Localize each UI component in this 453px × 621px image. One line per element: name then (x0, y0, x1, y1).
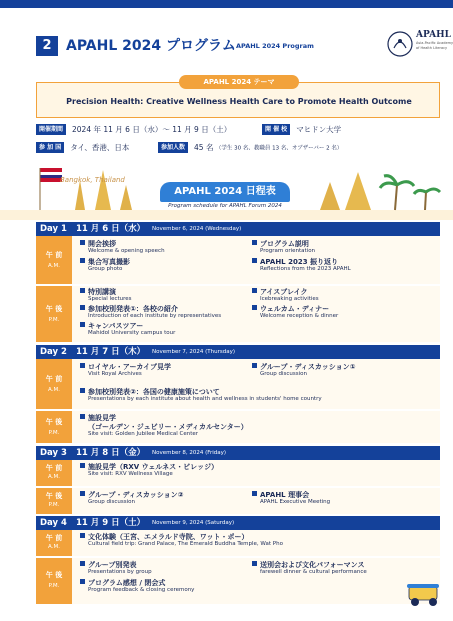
list-item: 集合写真撮影 Group photo (80, 258, 130, 273)
countries-label: 参 加 国 (36, 142, 64, 153)
slot-label-jp: 午 後 (45, 305, 63, 313)
top-bar (0, 0, 453, 8)
day-date-jp: 11 月 6 日（水） (76, 224, 146, 234)
list-item: ロイヤル・アーカイブ見学 Visit Royal Archives (80, 363, 171, 378)
period-label: 開催期間 (36, 124, 66, 135)
apahl-logo (386, 28, 453, 64)
page-header (36, 30, 453, 58)
theme-tag: APAHL 2024 テーマ (179, 75, 299, 89)
day-date-jp: 11 月 7 日（木） (76, 347, 146, 357)
list-item: （ゴールデン・ジュビリー・メディカルセンター） Site visit: Golden Jubilee Medical Center (88, 423, 248, 437)
day-4-pm-slot (36, 558, 72, 604)
slot-label-jp: 午 後 (45, 418, 63, 426)
day-date-jp: 11 月 8 日（金） (76, 448, 146, 458)
section-number: 2 (36, 36, 58, 56)
day-2-bar (36, 345, 440, 359)
host-value: マヒドン大学 (296, 125, 342, 134)
day-2-pm-slot (36, 411, 72, 443)
participants-label: 参加人数 (158, 142, 188, 153)
list-item: アイスブレイク Icebreaking activities (252, 288, 319, 303)
list-item: 施設見学 (80, 414, 116, 422)
day-number: Day 4 (40, 518, 67, 528)
list-item: APAHL 2023 振り返り Reflections from the 2023 APAHL (252, 258, 351, 273)
info-participants (158, 142, 442, 156)
bangkok-label: Bangkok, Thailand (60, 176, 125, 184)
day-number: Day 2 (40, 347, 67, 357)
slot-label-en: P.M. (48, 430, 60, 436)
day-date-jp: 11 月 9 日（土） (76, 518, 146, 528)
slot-label-jp: 午 前 (45, 534, 63, 542)
host-label: 開 催 校 (262, 124, 290, 135)
info-countries (36, 142, 156, 156)
day-2-am-slot (36, 359, 72, 409)
info-host (262, 124, 442, 138)
day-4-am-slot (36, 530, 72, 556)
slot-label-jp: 午 前 (45, 251, 63, 259)
slot-label-jp: 午 前 (45, 464, 63, 472)
day-date-en: November 7, 2024 (Thursday) (152, 349, 235, 355)
page-title: APAHL 2024 プログラム (66, 38, 236, 54)
list-item: 参加校別発表②：各国の健康施策について Presentations by each institute about health and wellness in students' home country (80, 388, 322, 403)
list-item: APAHL 理事会 APAHL Executive Meeting (252, 491, 330, 506)
slot-label-jp: 午 前 (45, 375, 63, 383)
slot-label-en: A.M. (48, 474, 60, 480)
list-item: 施設見学（RXV ウェルネス・ビレッジ） Site visit: RXV Wellness Village (80, 463, 218, 478)
day-1-am-slot (36, 236, 72, 284)
period-value: 2024 年 11 月 6 日（水）～ 11 月 9 日（土） (72, 125, 232, 134)
day-date-en: November 8, 2024 (Friday) (152, 450, 227, 456)
tuk-tuk-icon (405, 580, 443, 610)
info-period (36, 124, 236, 138)
day-3-am-slot (36, 460, 72, 486)
logo-emblem-icon (386, 30, 414, 58)
day-date-en: November 6, 2024 (Wednesday) (152, 226, 242, 232)
day-4-bar (36, 516, 440, 530)
participants-value: 45 名 (194, 143, 214, 152)
list-item: 参加校別発表①：各校の紹介 Introduction of each institute by representatives (80, 305, 221, 320)
slot-label-en: A.M. (48, 387, 60, 393)
list-item: グループ・ディスカッション② Group discussion (80, 491, 184, 506)
day-3-bar (36, 446, 440, 460)
slot-label-en: P.M. (48, 583, 60, 589)
slot-label-jp: 午 後 (45, 571, 63, 579)
logo-subtext: Asia-Pacific Academy of Health Literacy (416, 41, 453, 50)
theme-text: Precision Health: Creative Wellness Health Care to Promote Health Outcome (66, 97, 412, 106)
day-1-bar (36, 222, 440, 236)
theme-box (36, 78, 440, 118)
list-item: 特別講演 Special lectures (80, 288, 132, 303)
list-item: ウェルカム・ディナー Welcome reception & dinner (252, 305, 338, 320)
list-item: グループ・ディスカッション① Group discussion (252, 363, 356, 378)
slot-label-jp: 午 後 (45, 492, 63, 500)
participants-detail: （学生 30 名、教職員 13 名、オブザーバー 2 名） (215, 145, 343, 152)
list-item: キャンパスツアー Mahidol University campus tour (80, 322, 175, 337)
countries-value: タイ、香港、日本 (70, 143, 130, 152)
schedule-title: APAHL 2024 日程表 (160, 182, 290, 202)
slot-label-en: P.M. (48, 502, 60, 508)
day-number: Day 1 (40, 224, 67, 234)
list-item: プログラム説明 Program orientation (252, 240, 315, 255)
list-item: 送別会および文化パフォーマンス farewell dinner & cultural performance (252, 561, 367, 576)
slot-label-en: P.M. (48, 317, 60, 323)
slot-label-en: A.M. (48, 263, 60, 269)
day-date-en: November 9, 2024 (Saturday) (152, 520, 235, 526)
page-subtitle: APAHL 2024 Program (236, 42, 314, 50)
day-number: Day 3 (40, 448, 67, 458)
day-3-pm-slot (36, 488, 72, 514)
list-item: 文化体験（王宮、エメラルド寺院、ワット・ポー） Cultural field trip: Grand Palace, The Emerald Buddha Temple, Wat Pho (80, 533, 283, 548)
list-item: プログラム感想 / 閉会式 Program feedback & closing ceremony (80, 579, 194, 594)
schedule-subtitle: Program schedule for APAHL Forum 2024 (168, 203, 282, 209)
slot-label-en: A.M. (48, 544, 60, 550)
logo-name: APAHL (416, 30, 451, 40)
list-item: 開会挨拶 Welcome & opening speech (80, 240, 165, 255)
list-item: グループ別発表 Presentations by group (80, 561, 152, 576)
day-1-pm-slot (36, 286, 72, 342)
